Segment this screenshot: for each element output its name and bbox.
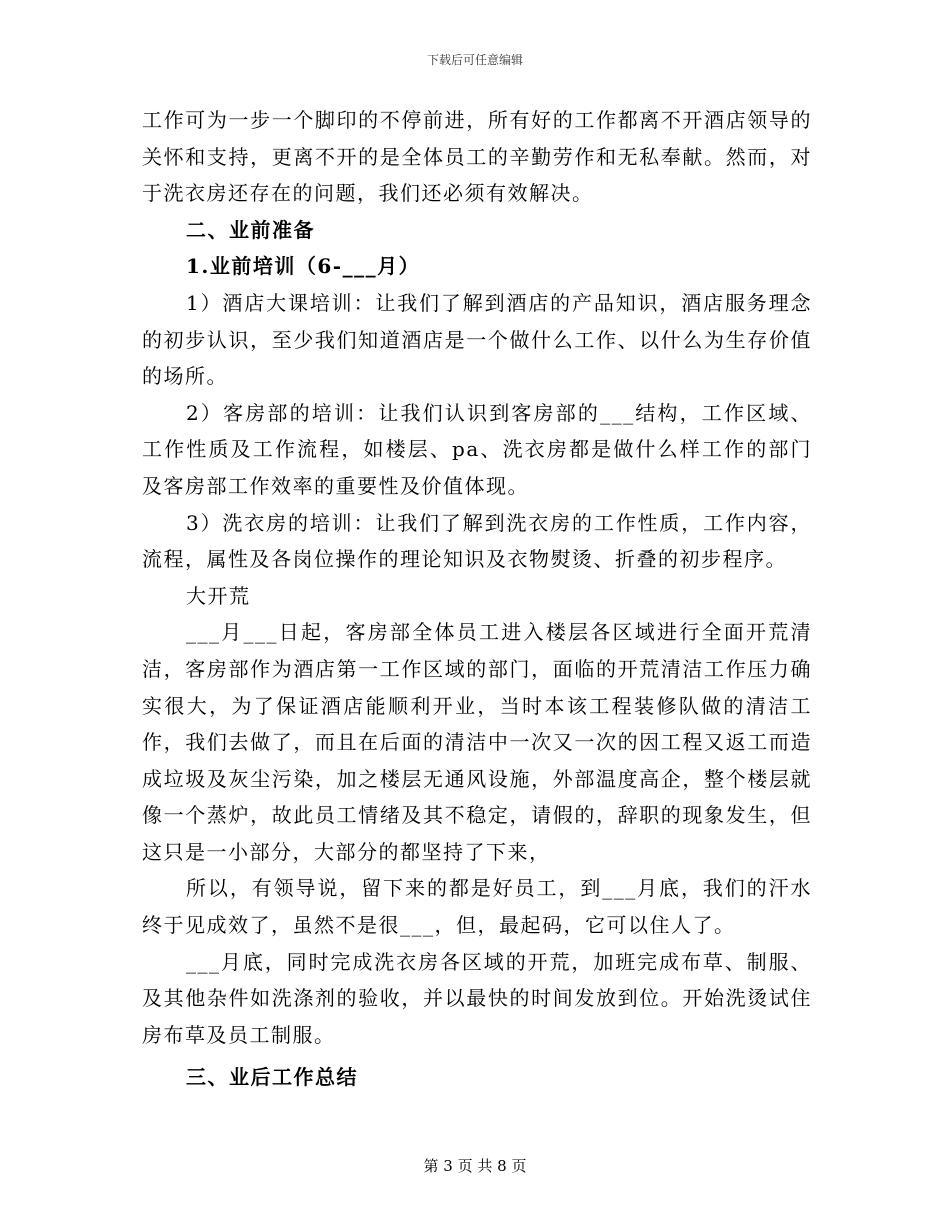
section-heading-preparation: 二、业前准备 — [186, 217, 315, 242]
paragraph-intro: 工作可为一步一个脚印的不停前进，所有好的工作都离不开酒店领导的关怀和支持，更离不开的是全体员工的辛勤劳作和无私奉献。然而，对于洗衣房还存在的问题，我们还必须有效解决。 — [142, 108, 812, 206]
document-body — [142, 102, 812, 1096]
section-heading-summary: 三、业后工作总结 — [186, 1065, 358, 1090]
paragraph-hotel-training: 1）酒店大课培训：让我们了解到酒店的产品知识，酒店服务理念的初步认识，至少我们知道酒店是一个做什么工作、以什么为生存价值的场所。 — [142, 290, 812, 389]
paragraph-cleaning-title: 大开荒 — [186, 583, 251, 608]
paragraph-cleaning-details: ___月___日起，客房部全体员工进入楼层各区域进行全面开荒清洁，客房部作为酒店第一工作区域的部门，面临的开荒清洁工作压力确实很大，为了保证酒店能顺利开业，当时本该工程装修队做的清洁工作，我们去做了，而且在后面的清洁中一次又一次的因工程又返工而造成垃圾及灰尘污染，加之楼层无通风设施，外部温度高企，整个楼层就像一个蒸炉，故此员工情绪及其不稳定，请假的，辞职的现象发生，但这只是一小部分，大部分的都坚持了下来， — [142, 620, 812, 864]
page-header: 下载后可任意编辑 — [426, 53, 523, 67]
paragraph-laundry-completion: ___月底，同时完成洗衣房各区域的开荒，加班完成布草、制服、及其他杂件如洗涤剂的验收，并以最快的时间发放到位。开始洗烫试住房布草及员工制服。 — [142, 949, 812, 1047]
paragraph-results: 所以，有领导说，留下来的都是好员工，到___月底，我们的汗水终于见成效了，虽然不是很___，但，最起码，它可以住人了。 — [142, 876, 812, 938]
page-number: 第 3 页 共 8 页 — [423, 1157, 527, 1175]
paragraph-housekeeping-training: 2）客房部的培训：让我们认识到客房部的___结构，工作区域、工作性质及工作流程，如楼层、pa、洗衣房都是做什么样工作的部门及客房部工作效率的重要性及价值体现。 — [142, 400, 812, 498]
paragraph-laundry-training: 3）洗衣房的培训：让我们了解到洗衣房的工作性质，工作内容，流程，属性及各岗位操作的理论知识及衣物熨烫、折叠的初步程序。 — [142, 510, 812, 572]
subsection-heading-training: 1.业前培训（6-___月） — [186, 254, 421, 279]
